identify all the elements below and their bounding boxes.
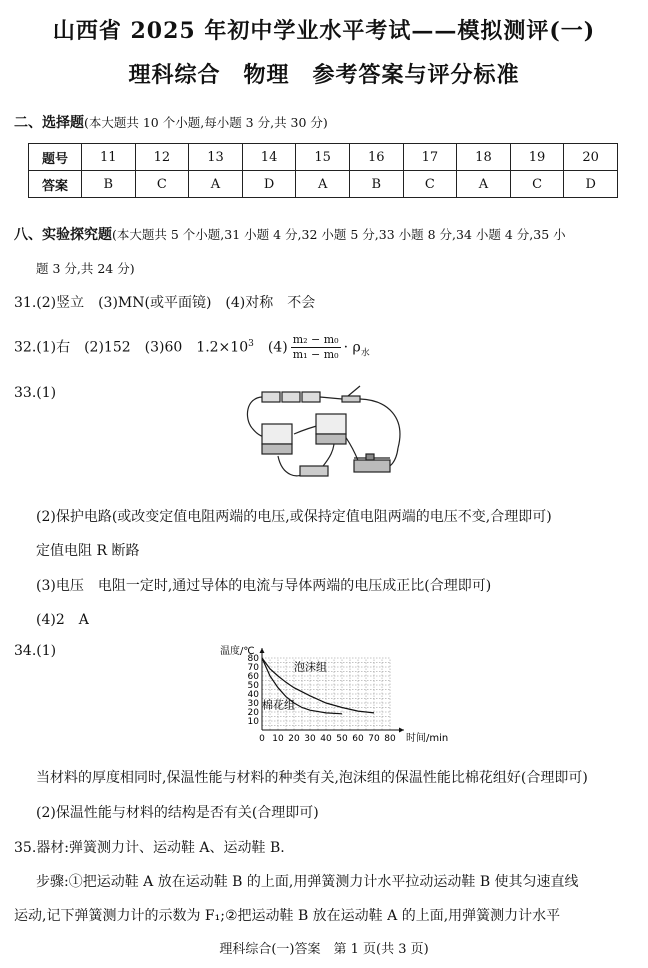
section8-note: (本大题共 5 个小题,31 小题 4 分,32 小题 5 分,33 小题 8 分,34 小题 4 分,35 小 [112,227,566,242]
fraction-denominator: m₁ − m₀ [292,348,339,361]
q33-answer-4: (4)2 A [36,612,89,628]
fraction-numerator: m₂ − m₀ [292,333,339,346]
row-label-answer: 答案 [29,171,82,198]
x-tick-label: 60 [352,734,364,744]
y-tick-label: 50 [247,681,259,691]
x-tick-label: 20 [288,734,300,744]
table-cell: B [349,171,403,198]
table-cell: A [296,171,350,198]
q32-prefix: 32.(1)右 (2)152 (3)60 1.2×10 [14,339,249,356]
y-tick-label: 70 [247,663,259,673]
table-cell: 20 [564,144,618,171]
battery-icon [262,392,280,402]
section8-heading: 八、实验探究题 [14,227,112,243]
table-cell: 16 [349,144,403,171]
x-tick-label: 0 [259,734,265,744]
switch-icon [342,396,360,402]
table-cell: 11 [82,144,136,171]
x-tick-label: 80 [384,734,396,744]
table-cell: A [457,171,511,198]
temperature-chart [212,644,449,750]
page-footer: 理科综合(一)答案 第 1 页(共 3 页) [219,942,429,957]
q32-answer [14,333,370,362]
x-axis-label: 时间/min [406,733,449,744]
q32-exponent: 3 [248,338,254,349]
table-cell: C [510,171,564,198]
q32-fraction [291,333,341,362]
row-label-number: 题号 [29,144,82,171]
table-cell: D [242,171,296,198]
y-tick-label: 10 [247,717,259,727]
q34-answer-2: (2)保温性能与材料的结构是否有关(合理即可) [36,805,319,821]
q33-label: 33.(1) [14,385,57,401]
battery-icon [282,392,300,402]
table-cell: A [189,171,243,198]
q34-label: 34.(1) [14,643,57,659]
q32-suffix: · ρ [343,339,361,356]
page-subtitle: 理科综合 物理 参考答案与评分标准 [128,62,520,88]
meter-icon [262,424,292,444]
q33-answer-2: (2)保护电路(或改变定值电阻两端的电压,或保持定值电阻两端的电压不变,合理即可) [36,509,552,525]
x-tick-label: 10 [272,734,284,744]
table-cell: C [403,171,457,198]
q33-answer-2b: 定值电阻 R 断路 [36,543,140,559]
x-tick-label: 70 [368,734,380,744]
section8-note-cont: 题 3 分,共 24 分) [36,261,135,276]
resistor-icon [300,466,328,476]
y-axis-label: 温度/℃ [220,646,255,657]
table-cell: 15 [296,144,350,171]
table-row-numbers [29,144,618,171]
circuit-diagram [238,378,418,496]
y-tick-label: 20 [247,708,259,718]
q31-answer: 31.(2)竖立 (3)MN(或平面镜) (4)对称 不会 [14,295,316,311]
q35-line-2: 步骤:①把运动鞋 A 放在运动鞋 B 的上面,用弹簧测力计水平拉动运动鞋 B 使其匀速直线 [36,874,579,890]
section2-note: (本大题共 10 个小题,每小题 3 分,共 30 分) [84,115,328,130]
q35-line-3: 运动,记下弹簧测力计的示数为 F₁;②把运动鞋 B 放在运动鞋 A 的上面,用弹簧测力计水平 [14,908,561,924]
y-tick-label: 60 [247,672,259,682]
series-label: 棉花组 [262,698,295,712]
battery-icon [302,392,320,402]
meter-icon [316,414,346,434]
x-tick-label: 30 [304,734,316,744]
table-cell: C [135,171,189,198]
y-axis-arrow [260,648,265,653]
table-cell: 12 [135,144,189,171]
section2-heading: 二、选择题 [14,115,84,131]
table-cell: 13 [189,144,243,171]
table-cell: 17 [403,144,457,171]
rheostat-icon [354,460,390,472]
table-cell: 14 [242,144,296,171]
answer-table [28,143,618,198]
section2-heading-line [14,112,328,132]
q32-subscript: 水 [360,348,370,359]
series-label: 泡沫组 [294,660,327,674]
x-tick-label: 40 [320,734,332,744]
section8-heading-line [14,224,566,244]
table-cell: 19 [510,144,564,171]
q35-line-1: 35.器材:弹簧测力计、运动鞋 A、运动鞋 B. [14,840,285,856]
q34-answer-1: 当材料的厚度相同时,保温性能与材料的种类有关,泡沫组的保温性能比棉花组好(合理即可) [36,770,588,786]
q32-mid: (4) [253,339,288,356]
table-row-answers [29,171,618,198]
table-cell: 18 [457,144,511,171]
table-cell: B [82,171,136,198]
y-tick-label: 30 [247,699,259,709]
q33-answer-3: (3)电压 电阻一定时,通过导体的电流与导体两端的电压成正比(合理即可) [36,578,492,594]
y-tick-label: 40 [247,690,259,700]
x-axis-arrow [399,728,404,733]
table-cell: D [564,171,618,198]
page-title: 山西省 2025 年初中学业水平考试——模拟测评(一) [52,18,596,44]
y-tick-label: 80 [247,654,259,664]
x-tick-label: 50 [336,734,348,744]
